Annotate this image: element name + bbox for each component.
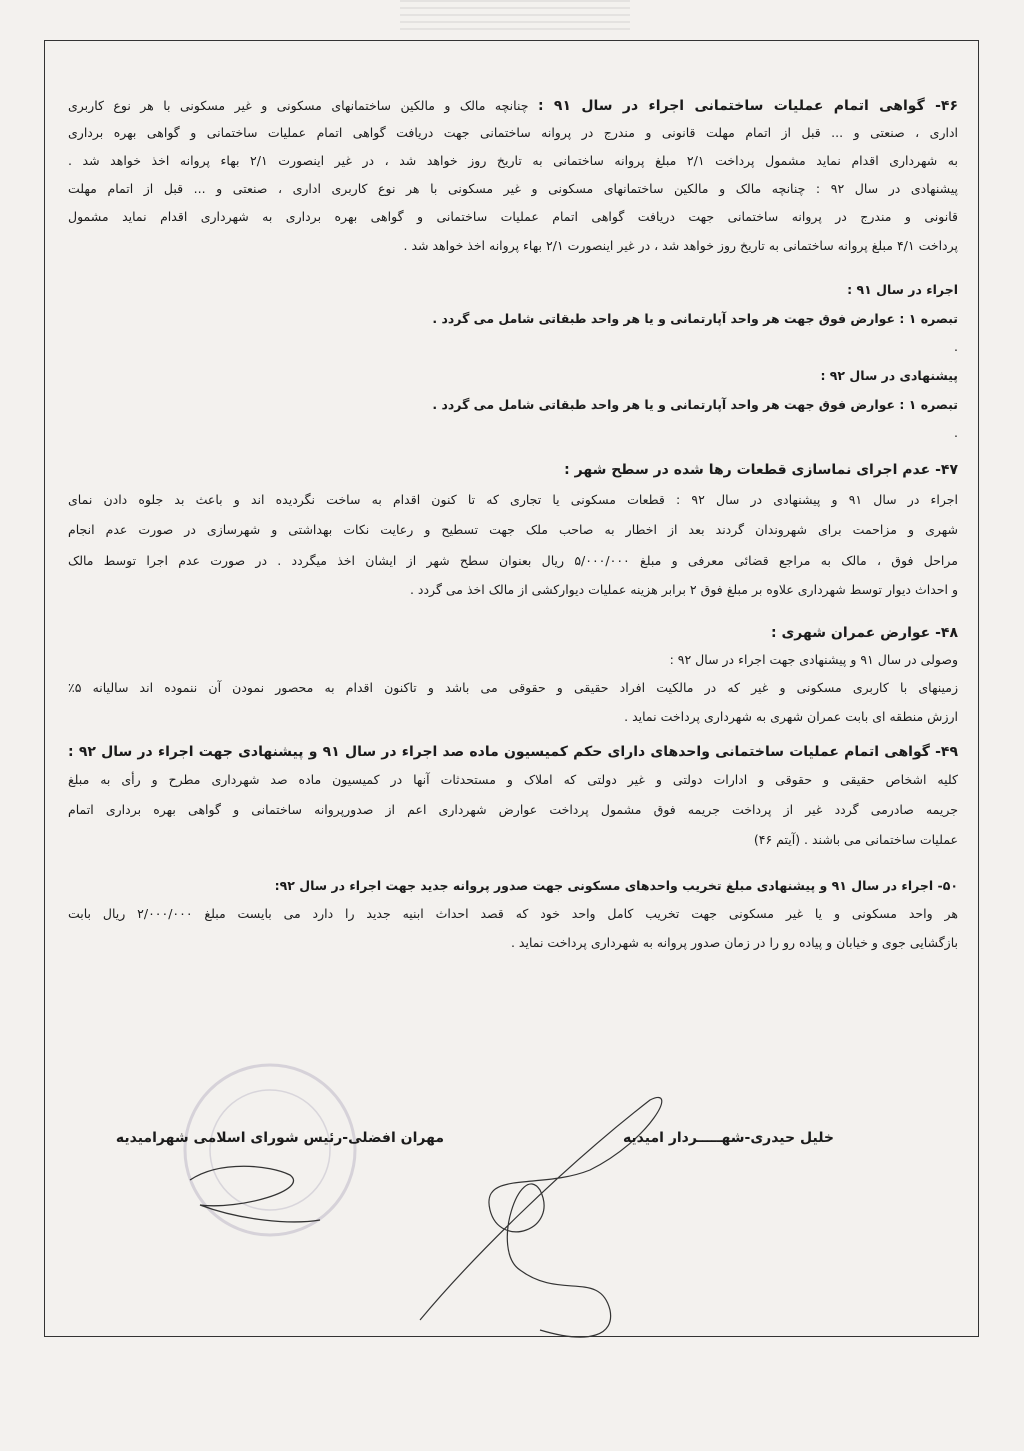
prop92-note: تبصره ۱ : عوارض فوق جهت هر واحد آپارتمانی و یا هر واحد طبقاتی شامل می گردد . [432,397,958,412]
item50-line1: هر واحد مسکونی و یا غیر مسکونی جهت تخریب کامل واحد خود که قصد احداث ابنیه جدید را دارد می بایست مبلغ ۲/۰۰۰/۰۰۰ ریال بابت [68,906,958,921]
exec91-note: تبصره ۱ : عوارض فوق جهت هر واحد آپارتمانی و یا هر واحد طبقاتی شامل می گردد . [432,311,958,326]
item46-line6: پرداخت ۴/۱ مبلغ پروانه ساختمانی به تاریخ روز خواهد شد ، در غیر اینصورت ۲/۱ بهاء پروانه اخذ خواهد شد . [403,238,958,253]
item48-line2: زمینهای با کاربری مسکونی و غیر که در مالکیت افراد حقیقی و حقوقی می باشد و تاکنون اقدام به محصور نمودن آن ننموده اند سالیانه ۵٪ [68,680,958,695]
item49-line3: عملیات ساختمانی می باشند . (آیتم ۴۶) [753,832,958,847]
mayor-signature-name: خلیل حیدری-شهـــــردار امیدیه [622,1130,834,1146]
item47-line4: و احداث دیوار توسط شهرداری علاوه بر مبلغ فوق ۲ برابر هزینه عملیات دیوارکشی از مالک اخذ می گردد . [409,582,958,597]
scan-artifact [400,0,630,30]
item46-line4: پیشنهادی در سال ۹۲ : چنانچه مالک و مالکین ساختمانهای مسکونی و غیر مسکونی با هر نوع کاربری اداری ، صنعتی و ... قبل از اتمام مهلت [68,181,958,196]
council-chair-signature-name: مهران افضلی-رئیس شورای اسلامی شهرامیدیه [115,1130,444,1146]
item49-line1: کلیه اشخاص حقیقی و حقوقی و ادارات دولتی و غیر دولتی که املاک و مستحدثات آنها در کمیسیون ماده صد شهرداری مطرح و رأی به مبلغ [68,772,958,787]
mayor-signature [390,1080,690,1350]
item47-title: ۴۷- عدم اجرای نماسازی قطعات رها شده در سطح شهر : [564,462,958,478]
item46-line2: اداری ، صنعتی و ... قبل از اتمام مهلت قانونی و مندرج در پروانه ساختمانی جهت دریافت گواهی اتمام عملیات ساختمانی و گواهی بهره برداری [68,125,958,140]
council-signature [180,1150,330,1240]
item47-line2: شهری و مزاحمت برای شهروندان گردند بعد از اخطار به صاحب ملک جهت تسطیح و رعایت نکات بهداشتی و شهرسازی در صورت عدم انجام [68,522,958,537]
item48-title: ۴۸- عوارض عمران شهری : [771,625,958,641]
item49-line2: جریمه صادرمی گردد غیر از پرداخت جریمه فوق مشمول پرداخت عوارض شهرداری اعم از صدورپروانه ساختمانی و گواهی بهره برداری اتمام [68,802,958,817]
prop92-label: پیشنهادی در سال ۹۲ : [820,368,958,383]
item46-line3: به شهرداری اقدام نماید مشمول پرداخت ۲/۱ مبلغ پروانه ساختمانی به تاریخ روز خواهد شد ، در غیر اینصورت ۲/۱ بهاء پروانه اخذ خواهد شد . [68,153,958,168]
dot-separator: . [954,339,958,354]
item48-line3: ارزش منطقه ای بابت عمران شهری به شهرداری پرداخت نماید . [624,709,958,724]
item46-line5: قانونی و مندرج در پروانه ساختمانی جهت دریافت گواهی اتمام عملیات ساختمانی و گواهی بهره برداری به شهرداری اقدام نماید مشمول [68,209,958,224]
item49-title: ۴۹- گواهی اتمام عملیات ساختمانی واحدهای دارای حکم کمیسیون ماده صد اجراء در سال ۹۱ و پیشنهادی جهت اجراء در سال ۹۲ : [68,744,958,760]
dot-separator: . [954,425,958,440]
item46-title: ۴۶- گواهی اتمام عملیات ساختمانی اجراء در سال ۹۱ : [537,98,958,114]
item48-line1: وصولی در سال ۹۱ و پیشنهادی جهت اجراء در سال ۹۲ : [669,652,958,667]
item50-title: ۵۰- اجراء در سال ۹۱ و پیشنهادی مبلغ تخریب واحدهای مسکونی جهت صدور پروانه جدید جهت اجراء در سال ۹۲: [274,878,958,893]
item47-line3: مراحل فوق ، مالک به مراجع قضائی معرفی و مبلغ ۵/۰۰۰/۰۰۰ ریال بعنوان سطح شهر از ایشان اخذ میگردد . در صورت عدم اجرا توسط مالک [68,553,958,568]
item50-line2: بازگشایی جوی و خیابان و پیاده رو را در زمان صدور پروانه به شهرداری پرداخت نماید . [510,935,958,950]
item47-line1: اجراء در سال ۹۱ و پیشنهادی در سال ۹۲ : قطعات مسکونی یا تجاری که تا کنون اقدام به ساخت نگردیده اند و باعث بد جلوه دادن نمای [68,492,958,507]
item46-line1: ۴۶- گواهی اتمام عملیات ساختمانی اجراء در سال ۹۱ : چنانچه مالک و مالکین ساختمانهای مسکونی و غیر مسکونی با هر نوع کاربری [68,98,958,114]
exec91-label: اجراء در سال ۹۱ : [847,282,958,297]
